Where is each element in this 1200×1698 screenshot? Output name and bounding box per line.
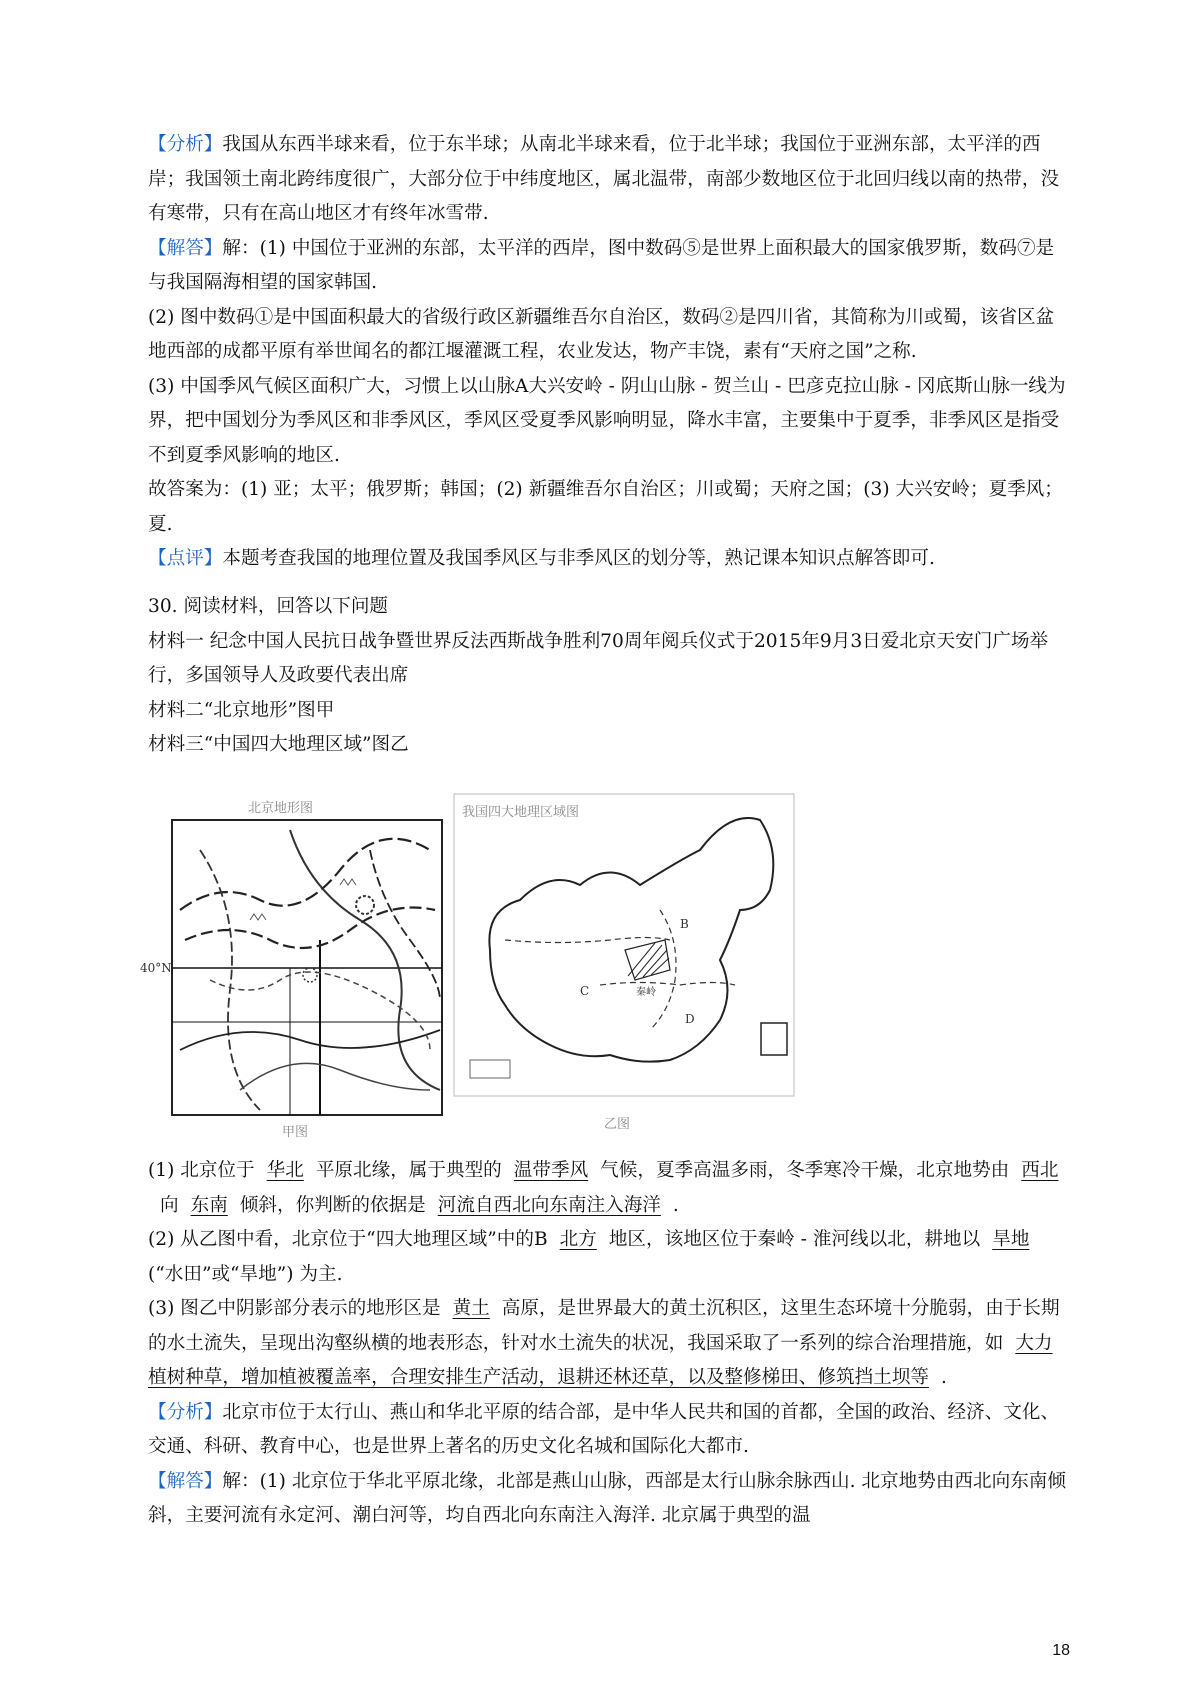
material-2: 材料二“北京地形”图甲 xyxy=(148,699,335,721)
q2-text-c: 地区，该地区位于秦岭 - 淮河线以北，耕地以 xyxy=(608,1229,981,1250)
q2-blank-1: 北方 xyxy=(559,1229,597,1250)
material-1: 材料一 纪念中国人民抗日战争暨世界反法西斯战争胜利70周年阅兵仪式于2015年9月3日爱北京天安门广场举行，多国领导人及政要代表出席 xyxy=(148,630,1049,686)
final-answer: 故答案为：(1) 亚；太平；俄罗斯；韩国；(2) 新疆维吾尔自治区；川或蜀；天府之国；(3) 大兴安岭；夏季风；夏. xyxy=(148,479,1063,535)
q1-text-e: 向 xyxy=(160,1194,179,1216)
answer-text-2: 解：(1) 北京位于华北平原北缘，北部是燕山山脉，西部是太行山脉余脉西山. 北京地势由西北向东南倾斜，主要河流有永定河、潮白河等，均自西北向东南注入海洋. 北京属于典型的温 xyxy=(148,1470,1066,1526)
question-title: 30. 阅读材料，回答以下问题 xyxy=(148,596,389,617)
answer-text-1: 解：(1) 中国位于亚洲的东部，太平洋的西岸，图中数码⑤是世界上面积最大的国家俄罗斯，数码⑦是与我国隔海相望的国家韩国. xyxy=(148,237,1055,293)
analysis-tag-2: 【分析】 xyxy=(148,1401,223,1423)
q3-blank-1: 黄土 xyxy=(452,1298,490,1319)
subquestion-1 xyxy=(148,1154,1068,1223)
region-label-d: D xyxy=(685,1012,695,1026)
q3-text-c: 高原，是世界最大的黄土沉积区，这里生态环境十分脆弱，由于长期的水土流失，呈现出沟壑纵横的地表形态，针对水土流失的状况，我国采取了一系列的综合治理措施，如 xyxy=(148,1298,1060,1354)
q2-text-d: (“水田”或“旱地”) 为主. xyxy=(148,1263,343,1285)
answer-tag: 【解答】 xyxy=(148,237,223,259)
q1-blank-3: 西北 xyxy=(1021,1160,1059,1181)
analysis-tag: 【分析】 xyxy=(148,134,223,155)
text-block-top xyxy=(148,128,1068,577)
q1-text-d: 气候，夏季高温多雨，冬季寒冷干燥，北京地势由 xyxy=(600,1160,1010,1181)
left-map-title: 北京地形图 xyxy=(248,801,314,816)
q1-blank-5: 河流自西北向东南注入海洋 xyxy=(437,1194,661,1216)
q3-blank-2: 大力植树种草，增加植被覆盖率，合理安排生产活动，退耕还林还草，以及整修梯田、修筑挡土坝等 xyxy=(148,1332,1053,1388)
q1-text-a: (1) 北京位于 xyxy=(148,1160,255,1181)
q1-text-f: 倾斜，你判断的依据是 xyxy=(239,1194,426,1216)
region-label-c: C xyxy=(580,984,590,998)
q1-text-g: . xyxy=(672,1194,679,1216)
analysis-text-2: 北京市位于太行山、燕山和华北平原的结合部，是中华人民共和国的首都，全国的政治、经济、文化、交通、科研、教育中心，也是世界上著名的历史文化名城和国际化大都市. xyxy=(148,1401,1060,1457)
answer-paragraph-4 xyxy=(148,1465,1068,1534)
china-regions-map xyxy=(454,794,794,1132)
q1-blank-1: 华北 xyxy=(266,1160,304,1181)
answer-paragraph-3: (3) 中国季风气候区面积广大，习惯上以山脉A大兴安岭 - 阴山山脉 - 贺兰山 - 巴彦克拉山脉 - 冈底斯山脉一线为界，把中国划分为季风区和非季风区，季风区受夏季风影响明显，降水丰富，主要集中于夏季，非季风区是指受不到夏季风影响的地区. xyxy=(148,375,1066,466)
material-3: 材料三“中国四大地理区域”图乙 xyxy=(148,734,409,755)
answer-paragraph-1 xyxy=(148,232,1068,301)
region-label-b: B xyxy=(680,917,689,931)
analysis-text: 我国从东西半球来看，位于东半球；从南北半球来看，位于北半球；我国位于亚洲东部，太平洋的西岸；我国领土南北跨纬度很广，大部分位于中纬度地区，属北温带，南部少数地区位于北回归线以南的热带，没有寒带，只有在高山地区才有终年冰雪带. xyxy=(148,134,1060,224)
q3-text-a: (3) 图乙中阴影部分表示的地形区是 xyxy=(148,1298,441,1319)
figures xyxy=(140,790,920,1142)
q1-blank-2: 温带季风 xyxy=(513,1160,589,1181)
latitude-label: 40°N xyxy=(140,961,172,975)
subquestion-3 xyxy=(148,1292,1068,1396)
analysis-paragraph-2 xyxy=(148,1396,1068,1465)
q2-blank-2: 旱地 xyxy=(992,1229,1030,1250)
question-30-block xyxy=(148,590,1068,763)
q3-text-d: . xyxy=(940,1367,947,1388)
q1-text-c: 平原北缘，属于典型的 xyxy=(315,1160,502,1181)
answer-tag-2: 【解答】 xyxy=(148,1470,223,1492)
q2-text-a: (2) 从乙图中看，北京位于“四大地理区域”中的B xyxy=(148,1229,548,1250)
right-map-caption: 乙图 xyxy=(604,1117,631,1132)
right-map-title: 我国四大地理区域图 xyxy=(462,805,580,820)
qinling-label: 秦岭 xyxy=(636,987,656,998)
figure-svg xyxy=(140,790,920,1142)
comment-tag: 【点评】 xyxy=(148,548,223,569)
left-map-caption: 甲图 xyxy=(282,1125,309,1140)
comment-text: 本题考查我国的地理位置及我国季风区与非季风区的划分等，熟记课本知识点解答即可. xyxy=(222,548,935,569)
page-number: 18 xyxy=(1052,1642,1070,1659)
answer-paragraph-2: (2) 图中数码①是中国面积最大的省级行政区新疆维吾尔自治区，数码②是四川省，其简称为川或蜀，该省区盆地西部的成都平原有举世闻名的都江堰灌溉工程，农业发达，物产丰饶，素有“天府之国”之称. xyxy=(148,306,1055,362)
q1-blank-4: 东南 xyxy=(190,1194,228,1216)
beijing-terrain-map xyxy=(140,800,442,1140)
comment-paragraph xyxy=(148,542,1068,577)
question-answers xyxy=(148,1154,1068,1534)
subquestion-2 xyxy=(148,1223,1068,1292)
analysis-paragraph-1 xyxy=(148,128,1068,232)
